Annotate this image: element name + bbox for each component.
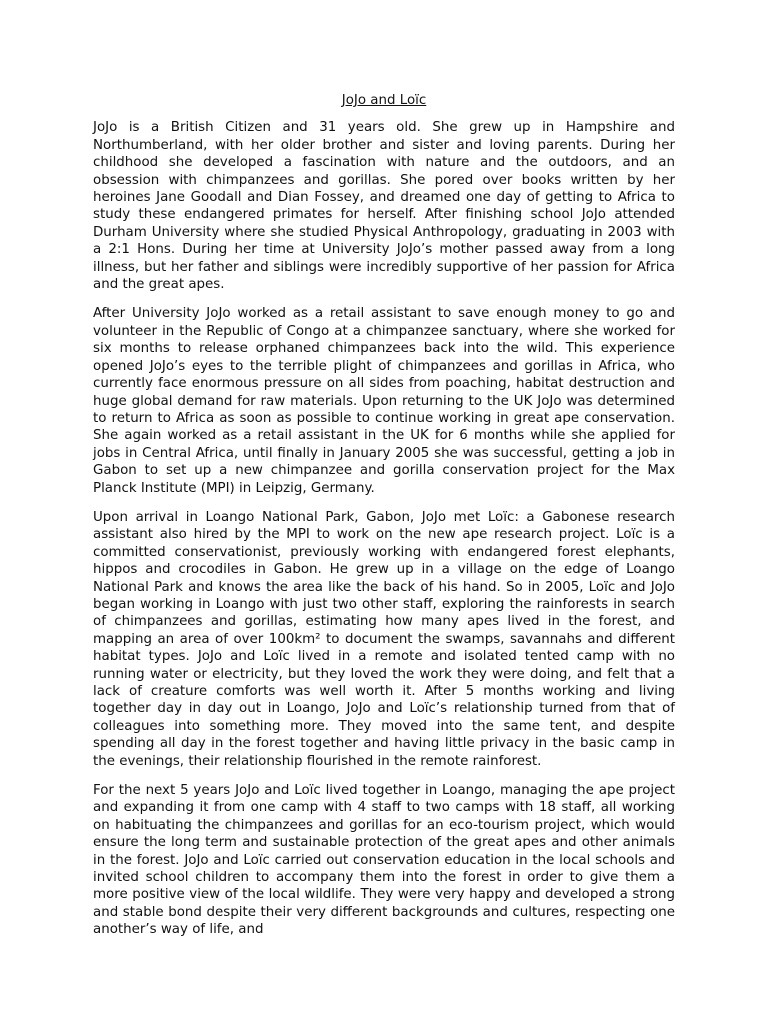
document-page: [93, 92, 675, 951]
paragraph-2: After University JoJo worked as a retail assistant to save enough money to go and volunteer in the Republic of Congo at a chimpanzee sanctuary, where she worked for six months to release orphaned chimpanzees back into the wild. This experience opened JoJo’s eyes to the terrible plight of chimpanzees and gorillas in Africa, who currently face enormous pressure on all sides from poaching, habitat destruction and huge global demand for raw materials. Upon returning to the UK JoJo was determined to return to Africa as soon as possible to continue working in great ape conservation. She again worked as a retail assistant in the UK for 6 months while she applied for jobs in Central Africa, until finally in January 2005 she was successful, getting a job in Gabon to set up a new chimpanzee and gorilla conservation project for the Max Planck Institute (MPI) in Leipzig, Germany.: [93, 306, 675, 496]
paragraph-4: For the next 5 years JoJo and Loïc lived together in Loango, managing the ape project and expanding it from one camp with 4 staff to two camps with 18 staff, all working on habituating the chimpanzees and gorillas for an eco-tourism project, which would ensure the long term and sustainable protection of the great apes and other animals in the forest. JoJo and Loïc carried out conservation education in the local schools and invited school children to accompany them into the forest in order to give them a more positive view of the local wildlife. They were very happy and developed a strong and stable bond despite their very different backgrounds and cultures, respecting one another’s way of life, and: [93, 783, 675, 938]
paragraph-1: JoJo is a British Citizen and 31 years old. She grew up in Hampshire and Northumberland, with her older brother and sister and loving parents. During her childhood she developed a fascination with nature and the outdoors, and an obsession with chimpanzees and gorillas. She pored over books written by her heroines Jane Goodall and Dian Fossey, and dreamed one day of getting to Africa to study these endangered primates for herself. After finishing school JoJo attended Durham University where she studied Physical Anthropology, graduating in 2003 with a 2:1 Hons. During her time at University JoJo’s mother passed away from a long illness, but her father and siblings were incredibly supportive of her passion for Africa and the great apes.: [93, 120, 675, 293]
document-title: JoJo and Loïc: [341, 93, 427, 108]
paragraph-3: Upon arrival in Loango National Park, Gabon, JoJo met Loïc: a Gabonese research assistant also hired by the MPI to work on the new ape research project. Loïc is a committed conservationist, previously working with endangered forest elephants, hippos and crocodiles in Gabon. He grew up in a village on the edge of Loango National Park and knows the area like the back of his hand. So in 2005, Loïc and JoJo began working in Loango with just two other staff, exploring the rainforests in search of chimpanzees and gorillas, estimating how many apes lived in the forest, and mapping an area of over 100km² to document the swamps, savannahs and different habitat types. JoJo and Loïc lived in a remote and isolated tented camp with no running water or electricity, but they loved the work they were doing, and felt that a lack of creature comforts was well worth it. After 5 months working and living together day in day out in Loango, JoJo and Loïc’s relationship turned from that of colleagues into something more. They moved into the same tent, and despite spending all day in the forest together and having little privacy in the basic camp in the evenings, their relationship flourished in the remote rainforest.: [93, 509, 675, 769]
